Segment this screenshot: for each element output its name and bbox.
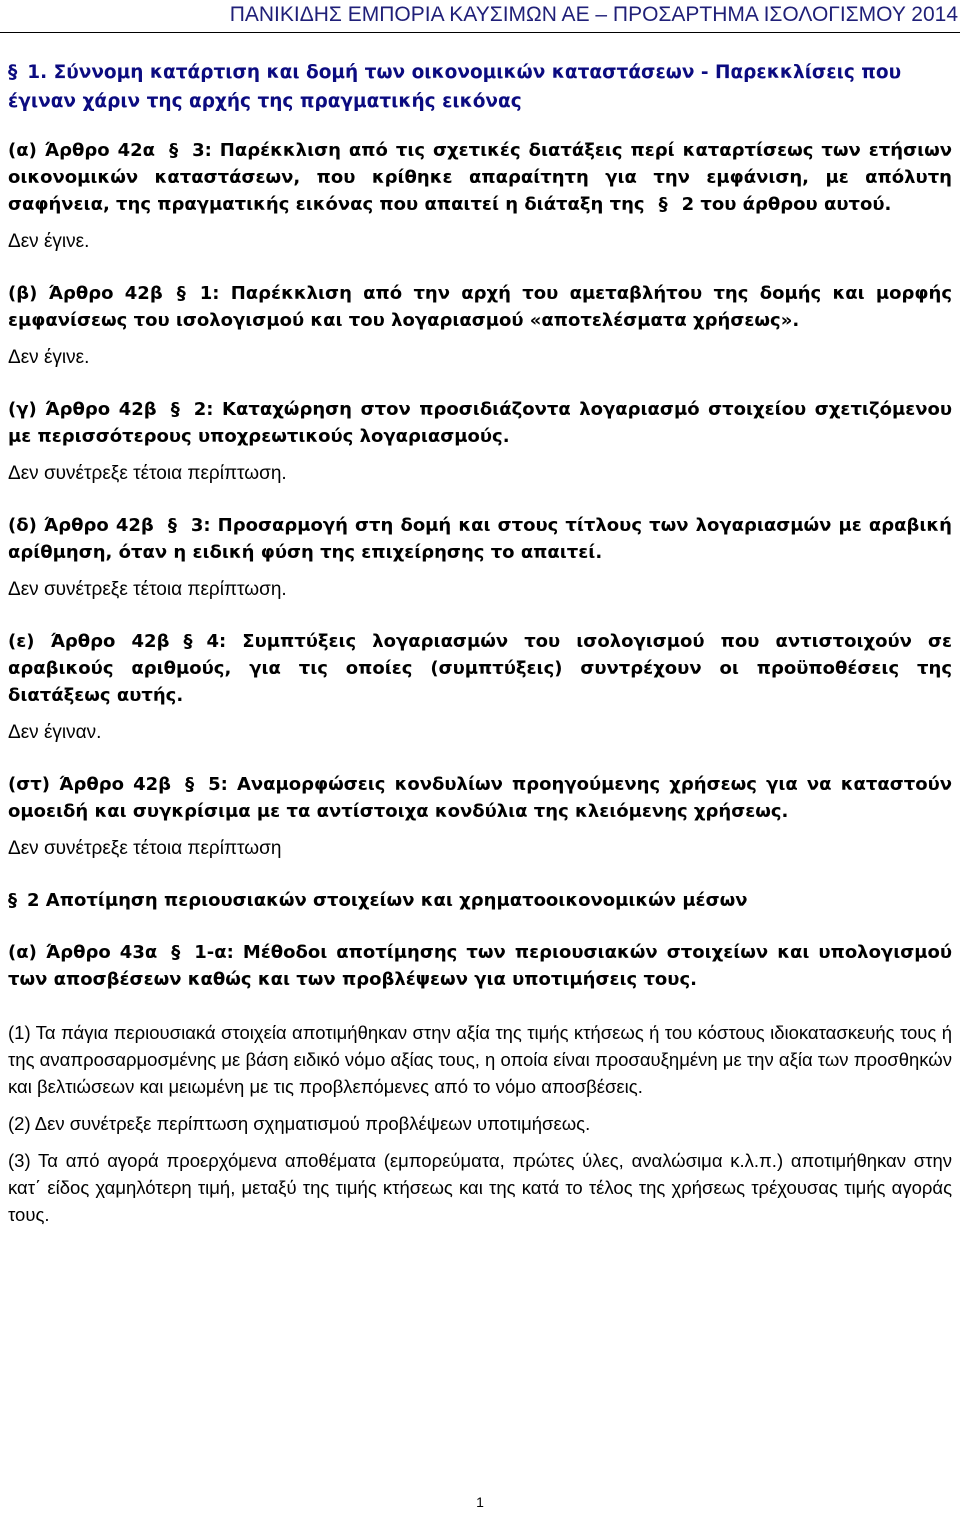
- item-text-tail: 2 του άρθρου αυτού.: [681, 194, 892, 215]
- item-text: 1-α: Μέθοδοι αποτίμησης των περιουσιακών στοιχείων και υπολογισμού των αποσβέσεων καθώς και των προβλέψεων για υποτιμήσεις τους.: [8, 942, 952, 990]
- item-d-42b-3: [8, 512, 952, 566]
- item-text: 5: Αναμορφώσεις κονδυλίων προηγούμενης χρήσεως για να καταστούν ομοειδή και συγκρίσιμα με τα αντίστοιχα κονδύλια της κλειόμενης χρήσεως.: [8, 774, 953, 822]
- page-header: [0, 0, 960, 33]
- item-label: (γ) Άρθρο 42β: [8, 399, 157, 420]
- item-label: (β) Άρθρο 42β: [8, 283, 163, 304]
- section-sign: §: [170, 399, 180, 420]
- section-sign: §: [167, 515, 177, 536]
- item-d-answer: Δεν συνέτρεξε τέτοια περίπτωση.: [8, 579, 287, 600]
- item-label: (στ) Άρθρο 42β: [8, 774, 172, 795]
- section-sign: §: [169, 140, 179, 161]
- note-3: (3) Τα από αγορά προερχόμενα αποθέματα (εμπορεύματα, πρώτες ύλες, αναλώσιμα κ.λ.π.) αποτιμήθηκαν στην κατ΄ είδος χαμηλότερη τιμή, μεταξύ της τιμής κτήσεως και της κατά το τέλος της χρήσεως τρέχουσας τιμής αγοράς τους.: [8, 1150, 952, 1225]
- item-2a-43a-1a: [8, 939, 952, 993]
- item-text: 1: Παρέκκλιση από την αρχή του αμεταβλήτου της δομής και μορφής εμφανίσεως του ισολογισμού και του λογαριασμού «αποτελέσματα χρήσεως».: [8, 283, 952, 331]
- item-f-42b-5: [8, 771, 952, 825]
- section-2-heading-text: 2 Αποτίμηση περιουσιακών στοιχείων και χρηματοοικονομικών μέσων: [27, 890, 748, 911]
- item-f-answer: Δεν συνέτρεξε τέτοια περίπτωση: [8, 838, 282, 859]
- item-label: (δ) Άρθρο 42β: [8, 515, 154, 536]
- section-2-heading: [8, 887, 952, 914]
- item-text: 3: Προσαρμογή στη δομή και στους τίτλους των λογαριασμών με αραβική αρίθμηση, όταν η ειδική φύση της επιχείρησης το απαιτεί.: [8, 515, 953, 563]
- item-c-answer: Δεν συνέτρεξε τέτοια περίπτωση.: [8, 463, 287, 484]
- section-sign: §: [185, 774, 195, 795]
- item-c-42b-2: [8, 396, 952, 450]
- section-sign: §: [658, 194, 668, 215]
- note-2: (2) Δεν συνέτρεξε περίπτωση σχηματισμού προβλέψεων υποτιμήσεως.: [8, 1113, 591, 1134]
- header-title: ΠΑΝΙΚΙΔΗΣ ΕΜΠΟΡΙΑ ΚΑΥΣΙΜΩΝ ΑΕ – ΠΡΟΣΑΡΤΗΜΑ ΙΣΟΛΟΓΙΣΜΟΥ 2014: [229, 3, 958, 26]
- note-1: (1) Τα πάγια περιουσιακά στοιχεία αποτιμήθηκαν στην αξία της τιμής κτήσεως ή του κόστους ιδιοκατασκευής τους ή της αναπροσαρμοσμένης με βάση ειδικό νόμο αξίας τους, η οποία είναι προσαυξημένη με την αξία των προσθηκών και βελτιώσεων και μειωμένη με τις προβλεπόμενες από το νόμο αποσβέσεις.: [8, 1022, 952, 1097]
- item-e-42b-4: [8, 628, 952, 709]
- page-number: 1: [476, 1494, 484, 1510]
- document-body: [8, 58, 952, 1238]
- section-sign: §: [8, 62, 18, 83]
- section-sign: §: [171, 942, 181, 963]
- section-sign: §: [8, 890, 17, 911]
- item-e-answer: Δεν έγιναν.: [8, 722, 102, 743]
- item-label: (α) Άρθρο 42α: [8, 140, 156, 161]
- section-1-heading-text: 1. Σύννομη κατάρτιση και δομή των οικονομικών καταστάσεων - Παρεκκλίσεις που έγιναν χάριν της αρχής της πραγματικής εικόνας: [8, 62, 902, 112]
- section-sign: §: [183, 631, 193, 652]
- section-1-heading: [8, 58, 952, 116]
- item-text: 2: Καταχώρηση στον προσιδιάζοντα λογαριασμό στοιχείου σχετιζόμενου με περισσότερους υποχρεωτικούς λογαριασμούς.: [8, 399, 952, 447]
- item-b-answer: Δεν έγινε.: [8, 347, 90, 368]
- item-label: (ε) Άρθρο 42β: [8, 631, 170, 652]
- item-label: (α) Άρθρο 43α: [8, 942, 158, 963]
- item-a-42a-3: [8, 137, 952, 218]
- item-a-answer: Δεν έγινε.: [8, 231, 90, 252]
- section-sign: §: [176, 283, 186, 304]
- item-text: 4: Συμπτύξεις λογαριασμών του ισολογισμού που αντιστοιχούν σε αραβικούς αριθμούς, για τις οποίες (συμπτύξεις) συντρέχουν οι προϋποθέσεις της διατάξεως αυτής.: [8, 631, 952, 706]
- item-b-42b-1: [8, 280, 952, 334]
- item-text: 3: Παρέκκλιση από τις σχετικές διατάξεις περί καταρτίσεως των ετήσιων οικονομικών καταστάσεων, που κρίθηκε απαραίτητη για την εμφάνιση, με απόλυτη σαφήνεια, της πραγματικής εικόνας που απαιτεί η διάταξη της: [8, 140, 953, 215]
